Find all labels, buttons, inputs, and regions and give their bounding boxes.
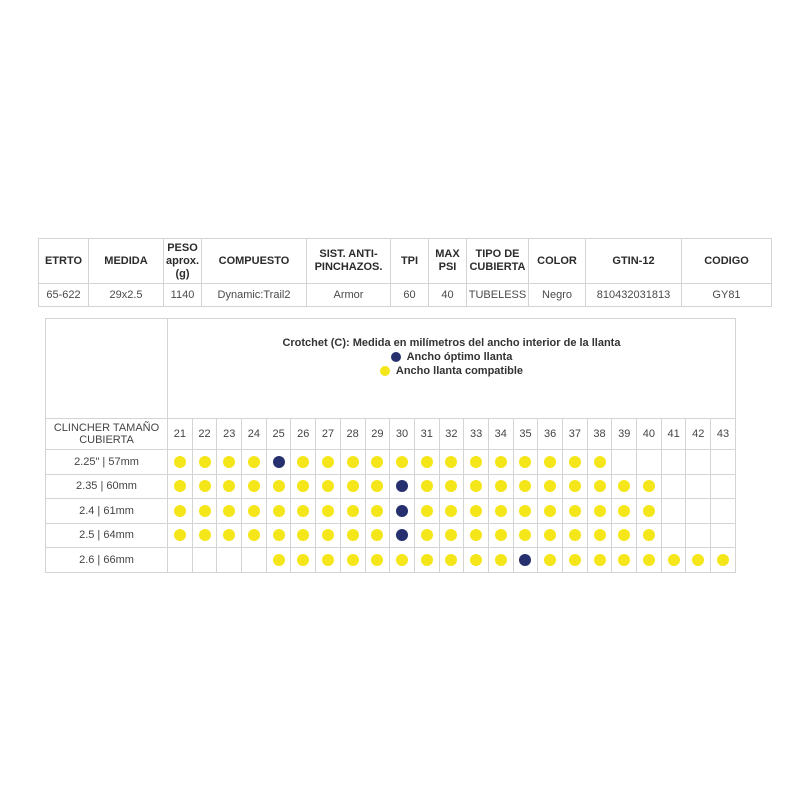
compatible-dot-icon (199, 529, 211, 541)
tire-size-label: 2.35 | 60mm (46, 474, 168, 499)
compatible-dot-icon (643, 554, 655, 566)
legend-compatible-label: Ancho llanta compatible (395, 365, 524, 377)
rim-width-header: 40 (637, 419, 662, 450)
compatible-dot-icon (421, 554, 433, 566)
compat-cell (291, 548, 316, 573)
rim-width-header: 34 (488, 419, 513, 450)
compat-cell (316, 523, 341, 548)
compatible-dot-icon (174, 505, 186, 517)
compat-cell (439, 523, 464, 548)
compat-cell (316, 499, 341, 524)
compatible-dot-icon (322, 529, 334, 541)
compat-cell (711, 474, 736, 499)
compat-cell (637, 523, 662, 548)
compat-cell (711, 450, 736, 475)
spec-value-tpi: 60 (391, 284, 429, 307)
compat-cell (439, 499, 464, 524)
compat-cell (414, 548, 439, 573)
compatible-dot-icon (544, 456, 556, 468)
optimal-dot-icon (391, 352, 401, 362)
spec-table (38, 238, 772, 307)
rim-width-header: 38 (587, 419, 612, 450)
compat-cell (242, 474, 267, 499)
legend-optimal-label: Ancho óptimo llanta (406, 351, 513, 363)
compat-cell (340, 499, 365, 524)
compatible-dot-icon (445, 505, 457, 517)
compatible-dot-icon (495, 456, 507, 468)
optimal-dot-icon (396, 505, 408, 517)
compat-cell (513, 474, 538, 499)
rim-width-header: 24 (242, 419, 267, 450)
compatible-dot-icon (594, 456, 606, 468)
compat-cell (686, 450, 711, 475)
compat-cell (414, 450, 439, 475)
compatible-dot-icon (692, 554, 704, 566)
compatible-dot-icon (544, 554, 556, 566)
compatible-dot-icon (519, 505, 531, 517)
tire-size-row (46, 523, 736, 548)
compat-cell (168, 499, 193, 524)
compat-cell (365, 474, 390, 499)
compat-cell (192, 450, 217, 475)
grid-caption (168, 319, 736, 419)
compatible-dot-icon (643, 529, 655, 541)
rim-width-header: 35 (513, 419, 538, 450)
compatible-dot-icon (569, 529, 581, 541)
rim-width-header: 28 (340, 419, 365, 450)
compat-cell (464, 499, 489, 524)
tire-size-row (46, 450, 736, 475)
compat-cell (488, 450, 513, 475)
compatible-dot-icon (445, 529, 457, 541)
compat-cell (316, 450, 341, 475)
compat-cell (612, 450, 637, 475)
compat-cell (192, 548, 217, 573)
compat-cell (686, 474, 711, 499)
compatible-dot-icon (618, 480, 630, 492)
spec-header-compuesto: COMPUESTO (202, 239, 307, 284)
compatible-dot-icon (519, 480, 531, 492)
compat-cell (414, 499, 439, 524)
spec-value-color: Negro (529, 284, 586, 307)
compat-cell (488, 474, 513, 499)
compatible-dot-icon (322, 480, 334, 492)
compat-cell (587, 523, 612, 548)
spec-header-medida: MEDIDA (89, 239, 164, 284)
compat-cell (242, 548, 267, 573)
compat-cell (217, 450, 242, 475)
compatible-dot-icon (618, 554, 630, 566)
compatible-dot-icon (297, 529, 309, 541)
compatible-dot-icon (199, 456, 211, 468)
tire-size-row (46, 499, 736, 524)
compatible-dot-icon (421, 480, 433, 492)
spec-value-peso: 1140 (164, 284, 202, 307)
compatible-dot-icon (519, 529, 531, 541)
compat-cell (587, 450, 612, 475)
compat-cell (291, 499, 316, 524)
rim-width-header: 43 (711, 419, 736, 450)
compat-cell (390, 523, 415, 548)
tire-size-label: 2.25" | 57mm (46, 450, 168, 475)
grid-title: Crotchet (C): Medida en milímetros del ancho interior de la llanta (282, 337, 621, 349)
compatible-dot-icon (445, 456, 457, 468)
compatible-dot-icon (717, 554, 729, 566)
compatible-dot-icon (396, 456, 408, 468)
compatible-dot-icon (470, 456, 482, 468)
compat-cell (587, 499, 612, 524)
compatible-dot-icon (223, 529, 235, 541)
compatible-dot-icon (223, 456, 235, 468)
spec-header-etrto: ETRTO (39, 239, 89, 284)
compatible-dot-icon (594, 480, 606, 492)
spec-value-max-psi: 40 (429, 284, 467, 307)
compat-cell (390, 499, 415, 524)
compatible-dot-icon (594, 554, 606, 566)
compatible-dot-icon (347, 505, 359, 517)
spec-header-row (39, 239, 772, 284)
compat-cell (637, 499, 662, 524)
compat-cell (612, 499, 637, 524)
spec-header-codigo: CODIGO (682, 239, 772, 284)
compatible-dot-icon (519, 456, 531, 468)
compat-cell (266, 474, 291, 499)
compat-cell (340, 548, 365, 573)
compat-cell (168, 450, 193, 475)
compat-cell (340, 474, 365, 499)
spec-value-codigo: GY81 (682, 284, 772, 307)
spec-value-antipinchazos: Armor (307, 284, 391, 307)
compatible-dot-icon (248, 480, 260, 492)
compatible-dot-icon (371, 480, 383, 492)
compatible-dot-icon (371, 554, 383, 566)
compatible-dot-icon (544, 505, 556, 517)
compatible-dot-icon (297, 456, 309, 468)
spec-value-tipo: TUBELESS (467, 284, 529, 307)
spec-header-peso: PESO aprox. (g) (164, 239, 202, 284)
compat-cell (316, 474, 341, 499)
rim-compatibility-grid (45, 318, 736, 573)
compat-cell (464, 548, 489, 573)
compat-cell (612, 474, 637, 499)
compat-cell (291, 523, 316, 548)
rim-width-header: 37 (563, 419, 588, 450)
compatible-dot-icon (371, 529, 383, 541)
tire-size-row (46, 548, 736, 573)
compat-cell (168, 474, 193, 499)
compatible-dot-icon (347, 529, 359, 541)
compatible-dot-icon (421, 505, 433, 517)
grid-body (46, 450, 736, 573)
compatible-dot-icon (199, 480, 211, 492)
compatible-dot-icon (495, 505, 507, 517)
optimal-dot-icon (519, 554, 531, 566)
compatible-dot-icon (248, 505, 260, 517)
rim-width-header: 23 (217, 419, 242, 450)
compatible-dot-icon (470, 505, 482, 517)
compat-cell (242, 450, 267, 475)
compat-cell (563, 474, 588, 499)
compat-cell (414, 523, 439, 548)
compat-cell (390, 450, 415, 475)
compat-cell (192, 499, 217, 524)
rim-width-header: 32 (439, 419, 464, 450)
compatible-dot-icon (544, 529, 556, 541)
spec-header-gtin: GTIN-12 (586, 239, 682, 284)
compat-cell (661, 523, 686, 548)
compatible-dot-icon (248, 529, 260, 541)
compatible-dot-icon (569, 554, 581, 566)
compatible-dot-icon (618, 505, 630, 517)
rim-width-header: 39 (612, 419, 637, 450)
compat-cell (316, 548, 341, 573)
compatible-dot-icon (421, 529, 433, 541)
compatible-dot-icon (445, 554, 457, 566)
spec-header-antipinchazos: SIST. ANTI-PINCHAZOS. (307, 239, 391, 284)
compat-cell (217, 499, 242, 524)
compatible-dot-icon (495, 529, 507, 541)
compatible-dot-icon (396, 554, 408, 566)
compat-cell (686, 499, 711, 524)
compat-cell (563, 450, 588, 475)
compat-cell (612, 548, 637, 573)
compatible-dot-icon (594, 505, 606, 517)
rim-width-header: 21 (168, 419, 193, 450)
grid-header-row (46, 419, 736, 450)
compat-cell (192, 523, 217, 548)
compat-cell (217, 548, 242, 573)
spec-header-tpi: TPI (391, 239, 429, 284)
tire-size-label: 2.6 | 66mm (46, 548, 168, 573)
compat-cell (439, 450, 464, 475)
compat-cell (242, 499, 267, 524)
compatible-dot-icon (199, 505, 211, 517)
compatible-dot-icon (297, 554, 309, 566)
compat-cell (686, 548, 711, 573)
optimal-dot-icon (273, 456, 285, 468)
compat-cell (563, 523, 588, 548)
compat-cell (711, 548, 736, 573)
compat-cell (612, 523, 637, 548)
compatible-dot-icon (174, 456, 186, 468)
compat-cell (637, 548, 662, 573)
compat-cell (439, 474, 464, 499)
grid-row-header: CLINCHER TAMAÑO CUBIERTA (46, 419, 168, 450)
optimal-dot-icon (396, 480, 408, 492)
compat-cell (538, 523, 563, 548)
rim-width-header: 22 (192, 419, 217, 450)
compat-cell (513, 523, 538, 548)
compat-cell (587, 548, 612, 573)
compatible-dot-icon (273, 554, 285, 566)
compat-cell (587, 474, 612, 499)
rim-width-header: 26 (291, 419, 316, 450)
compat-cell (513, 499, 538, 524)
rim-width-header: 36 (538, 419, 563, 450)
compatible-dot-icon (445, 480, 457, 492)
spec-header-max-psi: MAX PSI (429, 239, 467, 284)
spec-header-color: COLOR (529, 239, 586, 284)
compatible-dot-icon (273, 529, 285, 541)
compat-cell (661, 499, 686, 524)
compat-cell (266, 450, 291, 475)
compat-cell (538, 548, 563, 573)
compat-cell (488, 548, 513, 573)
compatible-dot-icon (322, 554, 334, 566)
compat-cell (168, 548, 193, 573)
compat-cell (291, 450, 316, 475)
compatible-dot-icon (347, 456, 359, 468)
compatible-dot-icon (371, 505, 383, 517)
compat-cell (365, 499, 390, 524)
compat-cell (340, 523, 365, 548)
compatible-dot-icon (594, 529, 606, 541)
compat-cell (538, 499, 563, 524)
compat-cell (488, 523, 513, 548)
tire-size-label: 2.5 | 64mm (46, 523, 168, 548)
compat-cell (192, 474, 217, 499)
compatible-dot-icon (322, 456, 334, 468)
compatible-dot-icon (470, 480, 482, 492)
compatible-dot-icon (347, 554, 359, 566)
compat-cell (340, 450, 365, 475)
compat-cell (464, 450, 489, 475)
compat-cell (637, 450, 662, 475)
compatible-dot-icon (223, 505, 235, 517)
tire-size-row (46, 474, 736, 499)
spec-value-row (39, 284, 772, 307)
compat-cell (414, 474, 439, 499)
rim-width-header: 27 (316, 419, 341, 450)
rim-width-header: 42 (686, 419, 711, 450)
compat-cell (291, 474, 316, 499)
rim-width-header: 30 (390, 419, 415, 450)
compatible-dot-icon (347, 480, 359, 492)
compat-cell (217, 523, 242, 548)
compatible-dot-icon (380, 366, 390, 376)
compatible-dot-icon (273, 505, 285, 517)
compatible-dot-icon (470, 529, 482, 541)
legend-optimal (168, 351, 735, 363)
compat-cell (513, 548, 538, 573)
compat-cell (513, 450, 538, 475)
optimal-dot-icon (396, 529, 408, 541)
compatible-dot-icon (618, 529, 630, 541)
compatible-dot-icon (223, 480, 235, 492)
compat-cell (686, 523, 711, 548)
compatible-dot-icon (495, 480, 507, 492)
compat-cell (661, 474, 686, 499)
compat-cell (488, 499, 513, 524)
compat-cell (365, 523, 390, 548)
rim-width-header: 25 (266, 419, 291, 450)
tire-size-label: 2.4 | 61mm (46, 499, 168, 524)
compat-cell (390, 548, 415, 573)
grid-caption-row (46, 319, 736, 419)
rim-width-header: 41 (661, 419, 686, 450)
compatible-dot-icon (371, 456, 383, 468)
compat-cell (711, 499, 736, 524)
spec-value-medida: 29x2.5 (89, 284, 164, 307)
compatible-dot-icon (273, 480, 285, 492)
compatible-dot-icon (643, 505, 655, 517)
compatible-dot-icon (668, 554, 680, 566)
compatible-dot-icon (470, 554, 482, 566)
compat-cell (563, 499, 588, 524)
compat-cell (390, 474, 415, 499)
spec-header-tipo: TIPO DE CUBIERTA (467, 239, 529, 284)
compat-cell (365, 548, 390, 573)
compat-cell (661, 450, 686, 475)
compatible-dot-icon (297, 505, 309, 517)
compat-cell (217, 474, 242, 499)
rim-width-header: 31 (414, 419, 439, 450)
compat-cell (538, 450, 563, 475)
compatible-dot-icon (174, 480, 186, 492)
compatible-dot-icon (569, 505, 581, 517)
compat-cell (242, 523, 267, 548)
compatible-dot-icon (643, 480, 655, 492)
compatible-dot-icon (544, 480, 556, 492)
compatible-dot-icon (495, 554, 507, 566)
compatible-dot-icon (322, 505, 334, 517)
spec-value-etrto: 65-622 (39, 284, 89, 307)
compatible-dot-icon (297, 480, 309, 492)
compat-cell (365, 450, 390, 475)
legend-compatible (168, 365, 735, 377)
compat-cell (439, 548, 464, 573)
compat-cell (266, 499, 291, 524)
rim-width-header: 29 (365, 419, 390, 450)
compat-cell (538, 474, 563, 499)
compatible-dot-icon (421, 456, 433, 468)
compat-cell (563, 548, 588, 573)
compat-cell (464, 474, 489, 499)
compat-cell (637, 474, 662, 499)
compat-cell (266, 523, 291, 548)
rim-width-header: 33 (464, 419, 489, 450)
compatible-dot-icon (248, 456, 260, 468)
compatible-dot-icon (569, 480, 581, 492)
spec-value-gtin: 810432031813 (586, 284, 682, 307)
compat-cell (266, 548, 291, 573)
compat-cell (464, 523, 489, 548)
grid-corner-cell (46, 319, 168, 419)
compatible-dot-icon (569, 456, 581, 468)
compatible-dot-icon (174, 529, 186, 541)
compat-cell (661, 548, 686, 573)
compat-cell (168, 523, 193, 548)
compat-cell (711, 523, 736, 548)
spec-value-compuesto: Dynamic:Trail2 (202, 284, 307, 307)
